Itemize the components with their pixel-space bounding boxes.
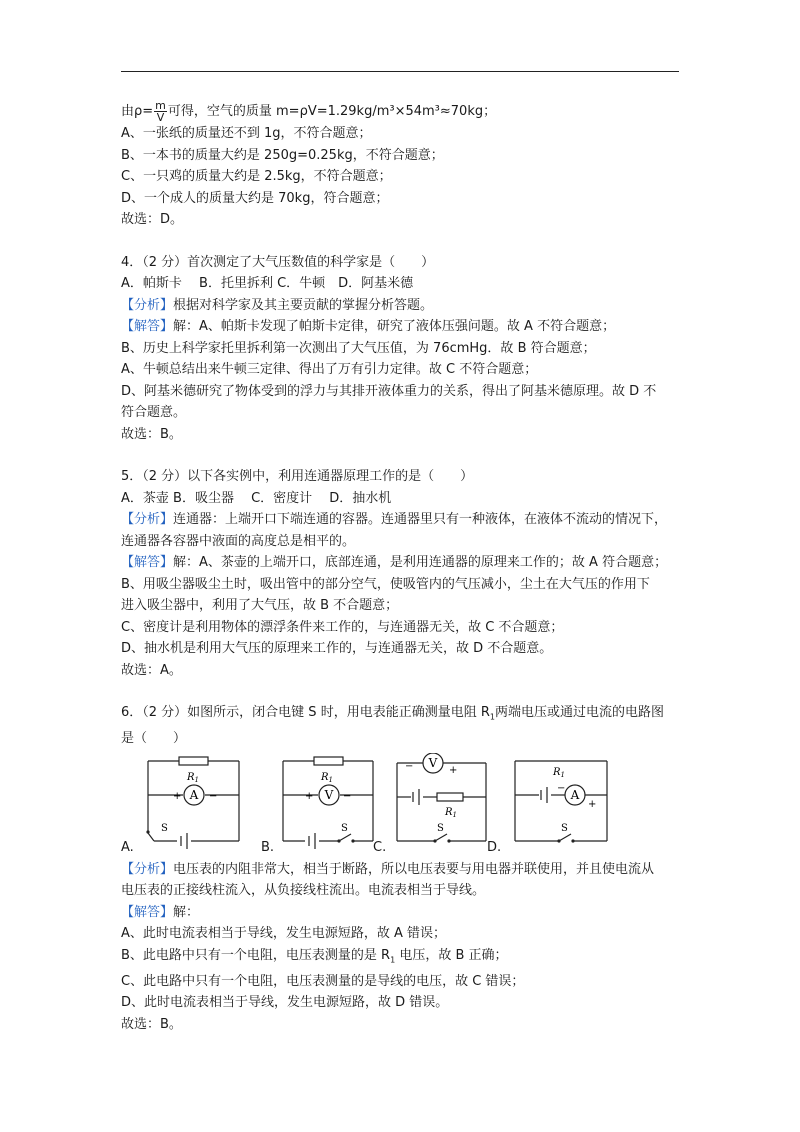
meter-label: A bbox=[570, 787, 580, 802]
resistor-label: $R_1$ bbox=[321, 771, 333, 784]
q5-line-d: D、抽水机是利用大气压的原理来工作的，与连通器无关，故 D 不合题意。 bbox=[121, 641, 553, 656]
q5-analysis bbox=[121, 509, 681, 531]
resistor-label: $R_1$ bbox=[445, 806, 457, 819]
answer-tag: 【解答】 bbox=[121, 904, 174, 920]
q6-stem bbox=[121, 702, 681, 728]
circuit-a-diagram bbox=[121, 753, 251, 859]
analysis-tag: 【分析】 bbox=[121, 861, 174, 877]
minus-sign: − bbox=[343, 790, 352, 802]
circuit-d-diagram bbox=[487, 753, 612, 859]
q6-analysis bbox=[121, 859, 681, 881]
analysis-text: 根据对科学家及其主要贡献的掌握分析答题。 bbox=[173, 297, 434, 313]
option-b-label: B. bbox=[261, 840, 275, 856]
resistor-icon bbox=[179, 757, 208, 765]
line-b-post: 电压，故 B 正确； bbox=[395, 947, 508, 963]
circuit-a bbox=[121, 753, 251, 859]
q5-line-b-cont: 进入吸尘器中，利用了大气压，故 B 不合题意； bbox=[121, 598, 399, 613]
q5-line-b: B、用吸尘器吸尘土时，吸出管中的部分空气，使吸管内的气压减小，尘土在大气压的作用下 bbox=[121, 576, 650, 592]
q3-line-b: B、一本书的质量大约是 250g=0.25kg，不符合题意； bbox=[121, 147, 444, 163]
switch-label: S bbox=[561, 822, 568, 834]
minus-sign: − bbox=[557, 782, 566, 794]
answer-tag: 【解答】 bbox=[121, 555, 174, 570]
switch-label: S bbox=[437, 822, 444, 834]
switch-icon bbox=[559, 834, 571, 841]
answer-text: 解：A、茶壶的上端开口，底部连通，是利用连通器的原理来工作的；故 A 符合题意； bbox=[173, 555, 668, 570]
meter-label: V bbox=[428, 755, 438, 770]
analysis-tag: 【分析】 bbox=[121, 512, 174, 527]
resistor-label: $R_1$ bbox=[187, 771, 199, 784]
resistor-label: $R_1$ bbox=[553, 766, 565, 779]
q4-line-b: B、历史上科学家托里拆利第一次测出了大气压值，为 76cmHg．故 B 符合题意； bbox=[121, 340, 596, 356]
circuit-c-diagram bbox=[373, 753, 503, 859]
switch-icon bbox=[435, 834, 447, 841]
q3-conclusion: 故选：D。 bbox=[121, 212, 184, 227]
q6-answer bbox=[121, 902, 681, 924]
line-b-subscript: 1 bbox=[390, 955, 396, 965]
circuit-diagrams bbox=[121, 753, 681, 859]
switch-icon bbox=[339, 834, 351, 841]
answer-tag: 【解答】 bbox=[121, 319, 174, 334]
q5-line-c: C、密度计是利用物体的漂浮条件来工作的，与连通器无关，故 C 不合题意； bbox=[121, 619, 564, 635]
q3-line-d: D、一个成人的质量大约是 70kg，符合题意； bbox=[121, 190, 389, 206]
q6-line-d: D、此时电流表相当于导线，发生电源短路，故 D 错误。 bbox=[121, 995, 449, 1011]
analysis-tag: 【分析】 bbox=[121, 297, 174, 313]
switch-label: S bbox=[161, 822, 168, 834]
stem-part-b: 两端电压或通过电流的电路图 bbox=[494, 705, 664, 720]
q4-line-d-cont: 符合题意。 bbox=[121, 405, 187, 420]
answer-text: 解： bbox=[173, 904, 200, 920]
meter-label: A bbox=[189, 787, 199, 802]
resistor-icon bbox=[314, 757, 343, 765]
q3-line-c: C、一只鸡的质量大约是 2.5kg，不符合题意； bbox=[121, 169, 392, 184]
q4-conclusion: 故选：B。 bbox=[121, 426, 182, 442]
fraction-denominator: V bbox=[156, 111, 165, 124]
plus-sign: + bbox=[588, 798, 597, 810]
q4-stem: 4．（2 分）首次测定了大气压数值的科学家是（ ） bbox=[121, 254, 435, 270]
stem-part-a: 6．（2 分）如图所示，闭合电键 S 时，用电表能正确测量电阻 R bbox=[121, 705, 490, 720]
q3-line-a: A、一张纸的质量还不到 1g，不符合题意； bbox=[121, 126, 372, 141]
document-body bbox=[121, 100, 681, 1035]
q4-line-d: D、阿基米德研究了物体受到的浮力与其排开液体重力的关系，得出了阿基米德原理。故 D 不 bbox=[121, 383, 657, 399]
option-c-label: C. bbox=[373, 840, 387, 856]
q4-options: A．帕斯卡 B．托里拆利 C．牛顿 D．阿基米德 bbox=[121, 276, 414, 291]
plus-sign: + bbox=[449, 764, 458, 776]
q4-answer bbox=[121, 316, 681, 338]
q5-conclusion: 故选：A。 bbox=[121, 662, 182, 678]
circuit-d bbox=[487, 753, 612, 859]
resistor-icon bbox=[437, 793, 463, 801]
circuit-b-diagram bbox=[261, 753, 386, 859]
formula-rest: 可得，空气的质量 m=ρV=1.29kg/m³×54m³≈70kg； bbox=[167, 104, 497, 119]
q6-line-b bbox=[121, 945, 681, 971]
circuit-b bbox=[261, 753, 386, 859]
plus-sign: + bbox=[173, 790, 182, 802]
q3-formula-line bbox=[121, 100, 681, 123]
analysis-text: 电压表的内阻非常大，相当于断路，所以电压表要与用电器并联使用，并且使电流从 bbox=[173, 861, 655, 877]
q4-analysis bbox=[121, 295, 681, 317]
option-d-label: D. bbox=[487, 840, 502, 856]
meter-label: V bbox=[324, 787, 334, 802]
q6-stem-cont: 是（ ） bbox=[121, 731, 187, 747]
formula-prefix: 由ρ= bbox=[121, 104, 154, 119]
analysis-text: 连通器：上端开口下端连通的容器。连通器里只有一种液体，在液体不流动的情况下， bbox=[173, 512, 668, 527]
circuit-c bbox=[373, 753, 503, 859]
header-rule bbox=[121, 71, 679, 72]
switch-label: S bbox=[341, 822, 348, 834]
minus-sign: − bbox=[209, 790, 218, 802]
stem-subscript: 1 bbox=[489, 712, 495, 722]
option-a-label: A. bbox=[121, 840, 134, 856]
q6-line-a: A、此时电流表相当于导线，发生电源短路，故 A 错误； bbox=[121, 926, 447, 942]
line-b-pre: B、此电路中只有一个电阻，电压表测量的是 R bbox=[121, 947, 391, 963]
fraction-numerator: m bbox=[155, 99, 166, 112]
q6-line-c: C、此电路中只有一个电阻，电压表测量的是导线的电压，故 C 错误； bbox=[121, 973, 525, 989]
minus-sign: − bbox=[405, 760, 414, 772]
q6-analysis-cont: 电压表的正接线柱流入，从负接线柱流出。电流表相当于导线。 bbox=[121, 883, 486, 899]
q5-options: A．茶壶 B．吸尘器 C．密度计 D．抽水机 bbox=[121, 490, 392, 506]
q5-analysis-cont: 连通器各容器中液面的高度总是相平的。 bbox=[121, 533, 356, 549]
q6-conclusion: 故选：B。 bbox=[121, 1016, 182, 1032]
q5-answer bbox=[121, 552, 681, 574]
q5-stem: 5．（2 分）以下各实例中，利用连通器原理工作的是（ ） bbox=[121, 469, 474, 484]
q4-line-c: A、牛顿总结出来牛顿三定律、得出了万有引力定律。故 C 不符合题意； bbox=[121, 362, 538, 377]
plus-sign: + bbox=[305, 790, 314, 802]
answer-text: 解：A、帕斯卡发现了帕斯卡定律，研究了液体压强问题。故 A 不符合题意； bbox=[173, 319, 616, 334]
fraction-m-over-v bbox=[154, 100, 167, 123]
